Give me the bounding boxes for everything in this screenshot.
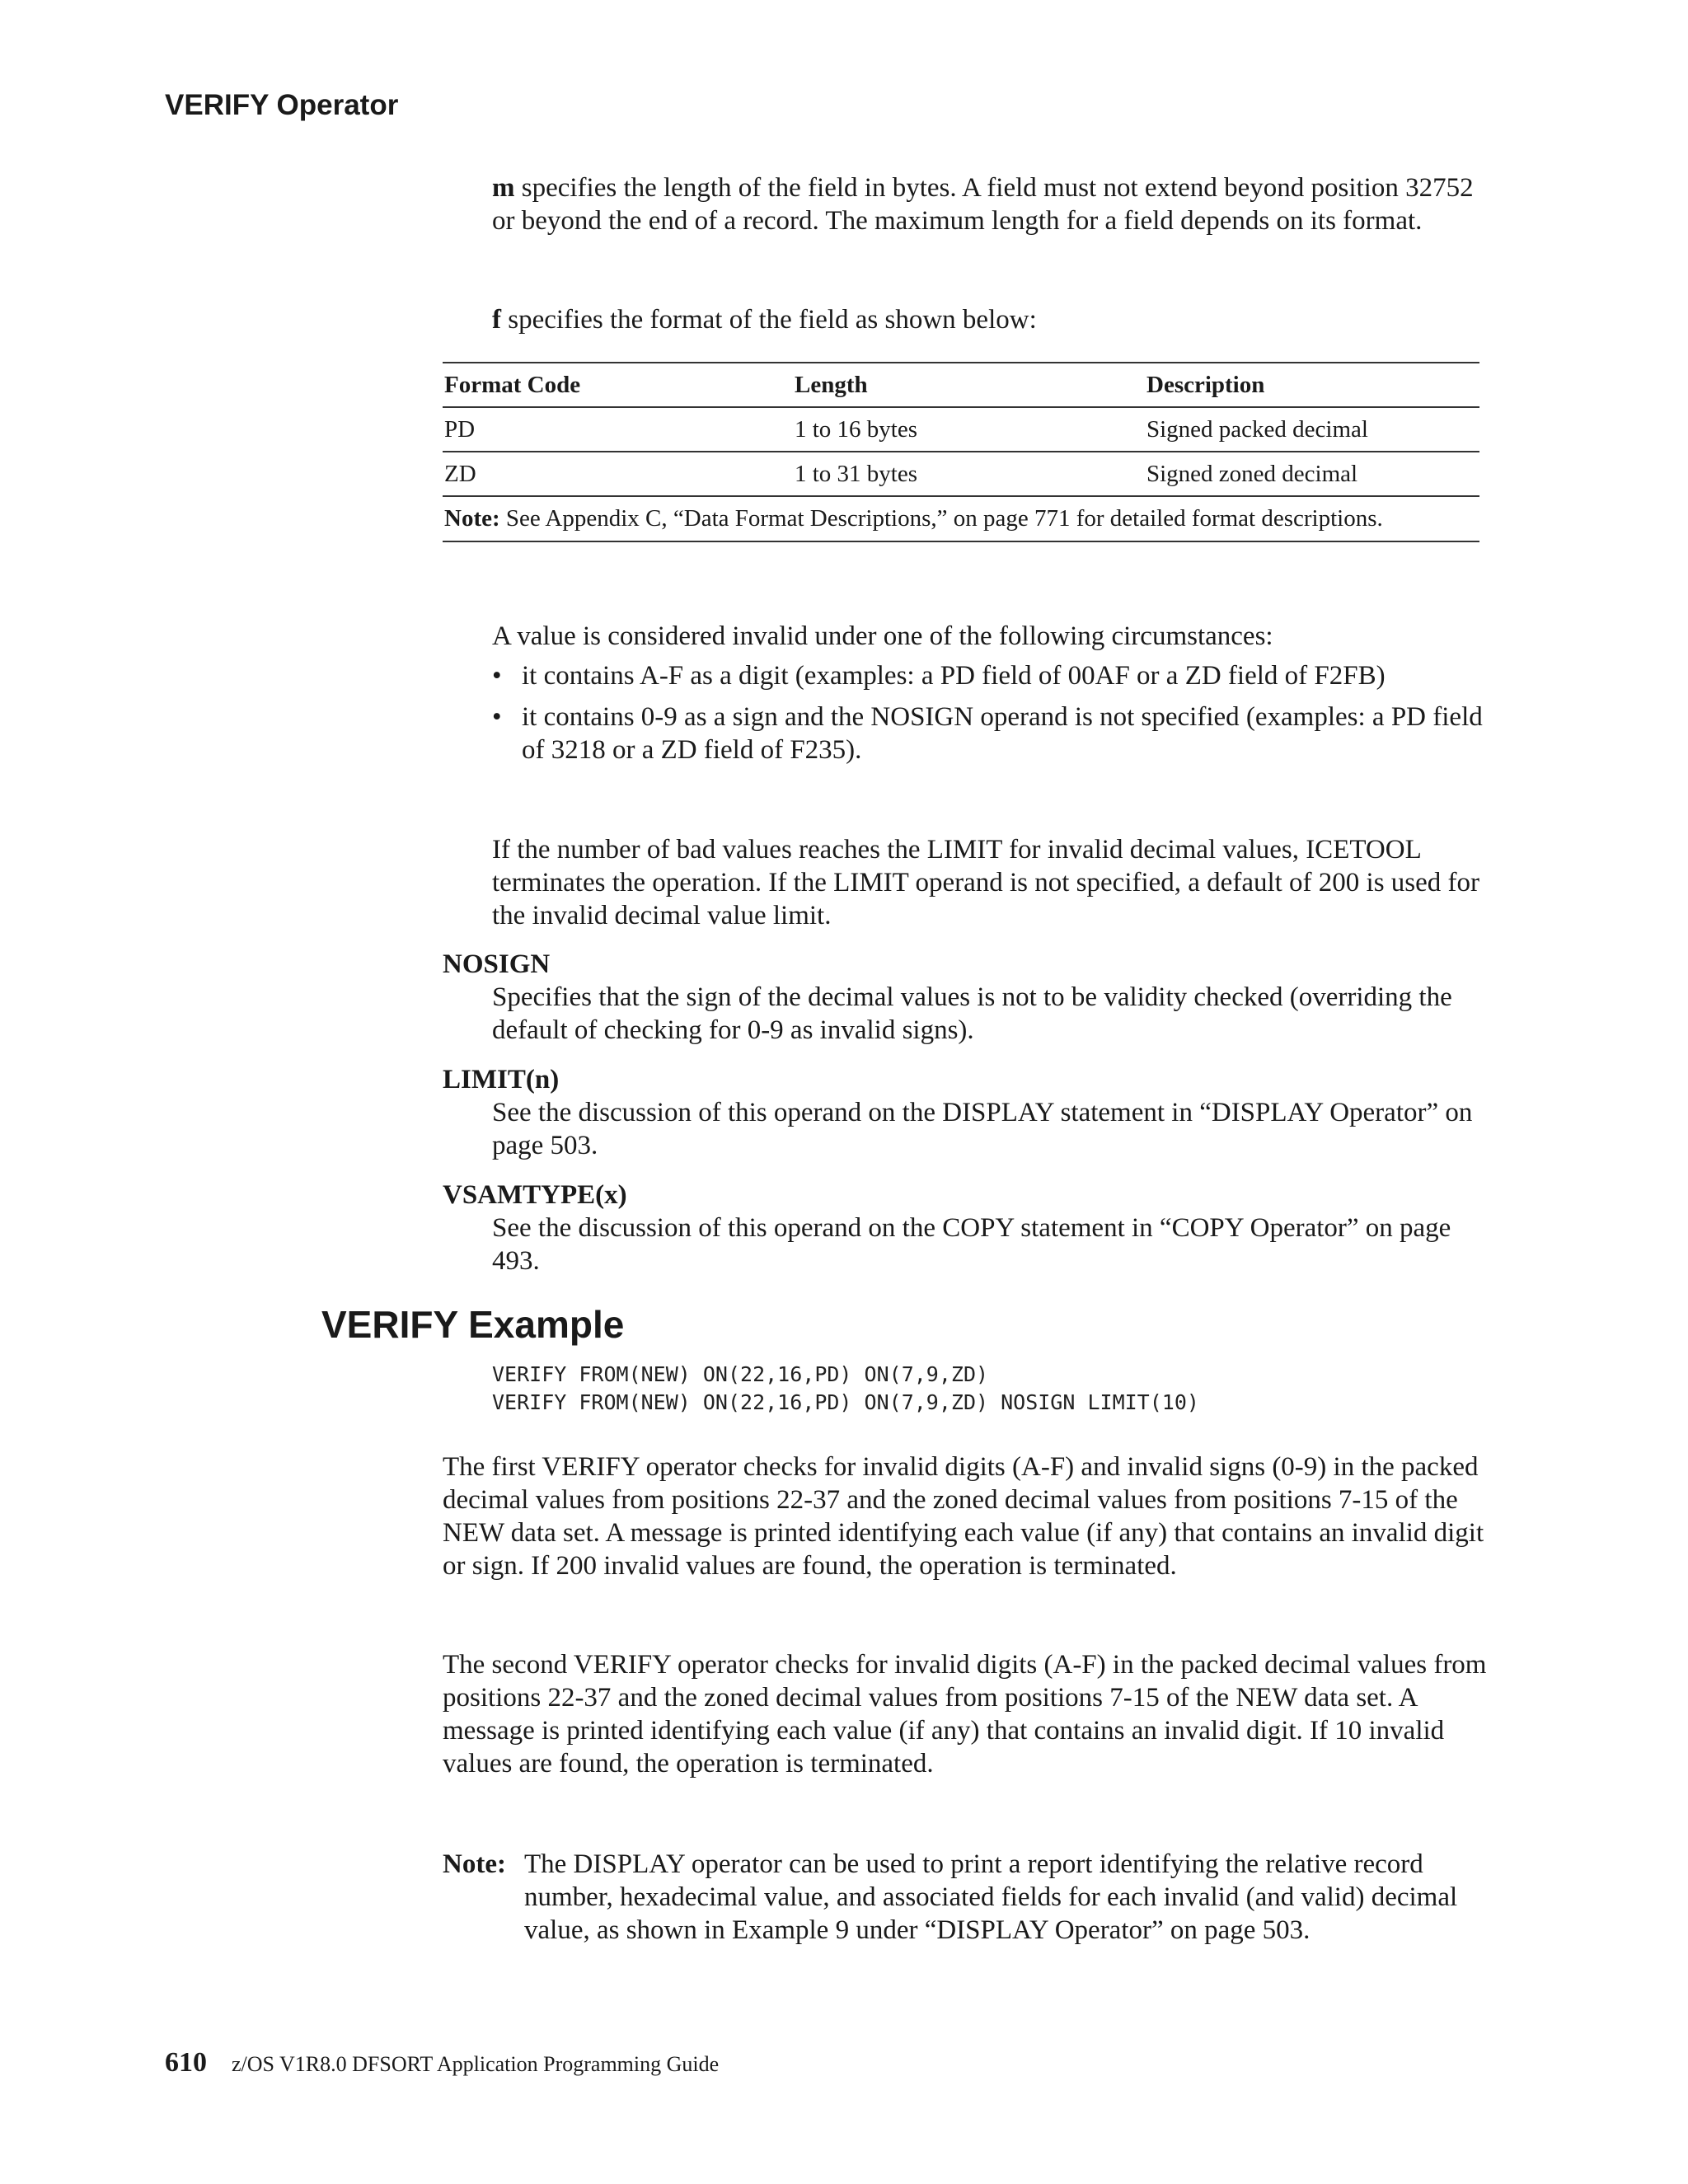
example-text-2: The second VERIFY operator checks for invalid digits (A-F) in the packed decimal values from positions 22-37 and the zoned decimal values from positions 7-15 of the NEW data set. A message is printed identifying each value (if any) that contains an invalid digit. If 10 invalid values are found, the operation is terminated. bbox=[443, 1650, 1487, 1779]
example-paragraph-1 bbox=[443, 1451, 1493, 1582]
table-cell: ZD bbox=[443, 452, 793, 496]
format-table bbox=[443, 362, 1479, 542]
page-number: 610 bbox=[165, 2047, 207, 2078]
code-line: VERIFY FROM(NEW) ON(22,16,PD) ON(7,9,ZD) NOSIGN LIMIT(10) bbox=[492, 1390, 1199, 1414]
list-item: • it contains A-F as a digit (examples: a PD field of 00AF or a ZD field of F2FB) bbox=[492, 659, 1489, 692]
header-length: Length bbox=[793, 363, 1145, 407]
param-name: NOSIGN bbox=[443, 949, 551, 979]
book-title: z/OS V1R8.0 DFSORT Application Programming Guide bbox=[232, 2052, 720, 2076]
note-text: The DISPLAY operator can be used to print a report identifying the relative record number, hexadecimal value, and associated fields for each invalid (and valid) decimal value, as shown in Example 9 under “DISPLAY Operator” on page 503. bbox=[524, 1849, 1458, 1945]
table-note bbox=[443, 496, 1479, 541]
param-desc: Specifies that the sign of the decimal values is not to be validity checked (overriding the default of checking for 0-9 as invalid signs). bbox=[492, 982, 1452, 1045]
f-term: f bbox=[492, 305, 501, 335]
table-cell: 1 to 16 bytes bbox=[793, 407, 1145, 452]
example-paragraph-2 bbox=[443, 1648, 1493, 1780]
code-example bbox=[492, 1361, 1199, 1417]
param-nosign bbox=[443, 948, 1489, 1047]
invalid-value-section bbox=[492, 620, 1489, 775]
param-limit bbox=[443, 1063, 1489, 1162]
page-footer bbox=[165, 2047, 719, 2079]
running-head: VERIFY Operator bbox=[165, 89, 399, 121]
table-cell: Signed packed decimal bbox=[1145, 407, 1479, 452]
f-text: specifies the format of the field as shown below: bbox=[501, 305, 1037, 335]
limit-paragraph bbox=[492, 833, 1481, 932]
m-parameter-description bbox=[492, 171, 1489, 237]
table-note-row bbox=[443, 496, 1479, 541]
table-note-label: Note: bbox=[444, 505, 500, 532]
header-description: Description bbox=[1145, 363, 1479, 407]
table-cell: Signed zoned decimal bbox=[1145, 452, 1479, 496]
list-item: • it contains 0-9 as a sign and the NOSIGN operand is not specified (examples: a PD field of 3218 or a ZD field of F235). bbox=[492, 701, 1489, 766]
param-name: LIMIT(n) bbox=[443, 1065, 560, 1094]
param-desc: See the discussion of this operand on the COPY statement in “COPY Operator” on page 493. bbox=[492, 1213, 1451, 1276]
table-cell: PD bbox=[443, 407, 793, 452]
param-desc: See the discussion of this operand on the DISPLAY statement in “DISPLAY Operator” on page 503. bbox=[492, 1098, 1473, 1160]
limit-text: If the number of bad values reaches the LIMIT for invalid decimal values, ICETOOL terminates the operation. If the LIMIT operand is not specified, a default of 200 is used for the invalid decimal value limit. bbox=[492, 835, 1480, 930]
param-vsamtype bbox=[443, 1179, 1489, 1277]
note-label: Note: bbox=[443, 1849, 506, 1879]
example-text-1: The first VERIFY operator checks for invalid digits (A-F) and invalid signs (0-9) in the packed decimal values from positions 22-37 and the zoned decimal values from positions 7-15 of the NEW data set. A message is printed identifying each value (if any) that contains an invalid digit or sign. If 200 invalid values are found, the operation is terminated. bbox=[443, 1452, 1484, 1581]
table-row bbox=[443, 452, 1479, 496]
invalid-intro: A value is considered invalid under one of the following circumstances: bbox=[492, 621, 1273, 651]
table-note-text: See Appendix C, “Data Format Descriptions,” on page 771 for detailed format descriptions. bbox=[499, 505, 1383, 532]
param-name: VSAMTYPE(x) bbox=[443, 1180, 627, 1210]
m-term: m bbox=[492, 173, 515, 203]
section-heading: VERIFY Example bbox=[321, 1303, 625, 1346]
table-cell: 1 to 31 bytes bbox=[793, 452, 1145, 496]
header-format-code: Format Code bbox=[443, 363, 793, 407]
f-parameter-description bbox=[492, 303, 1489, 336]
table-header-row bbox=[443, 363, 1479, 407]
table-row bbox=[443, 407, 1479, 452]
code-line: VERIFY FROM(NEW) ON(22,16,PD) ON(7,9,ZD) bbox=[492, 1362, 989, 1386]
m-text: specifies the length of the field in bytes. A field must not extend beyond position 32752 or beyond the end of a record. The maximum length for a field depends on its format. bbox=[492, 173, 1474, 236]
invalid-list bbox=[492, 659, 1489, 766]
